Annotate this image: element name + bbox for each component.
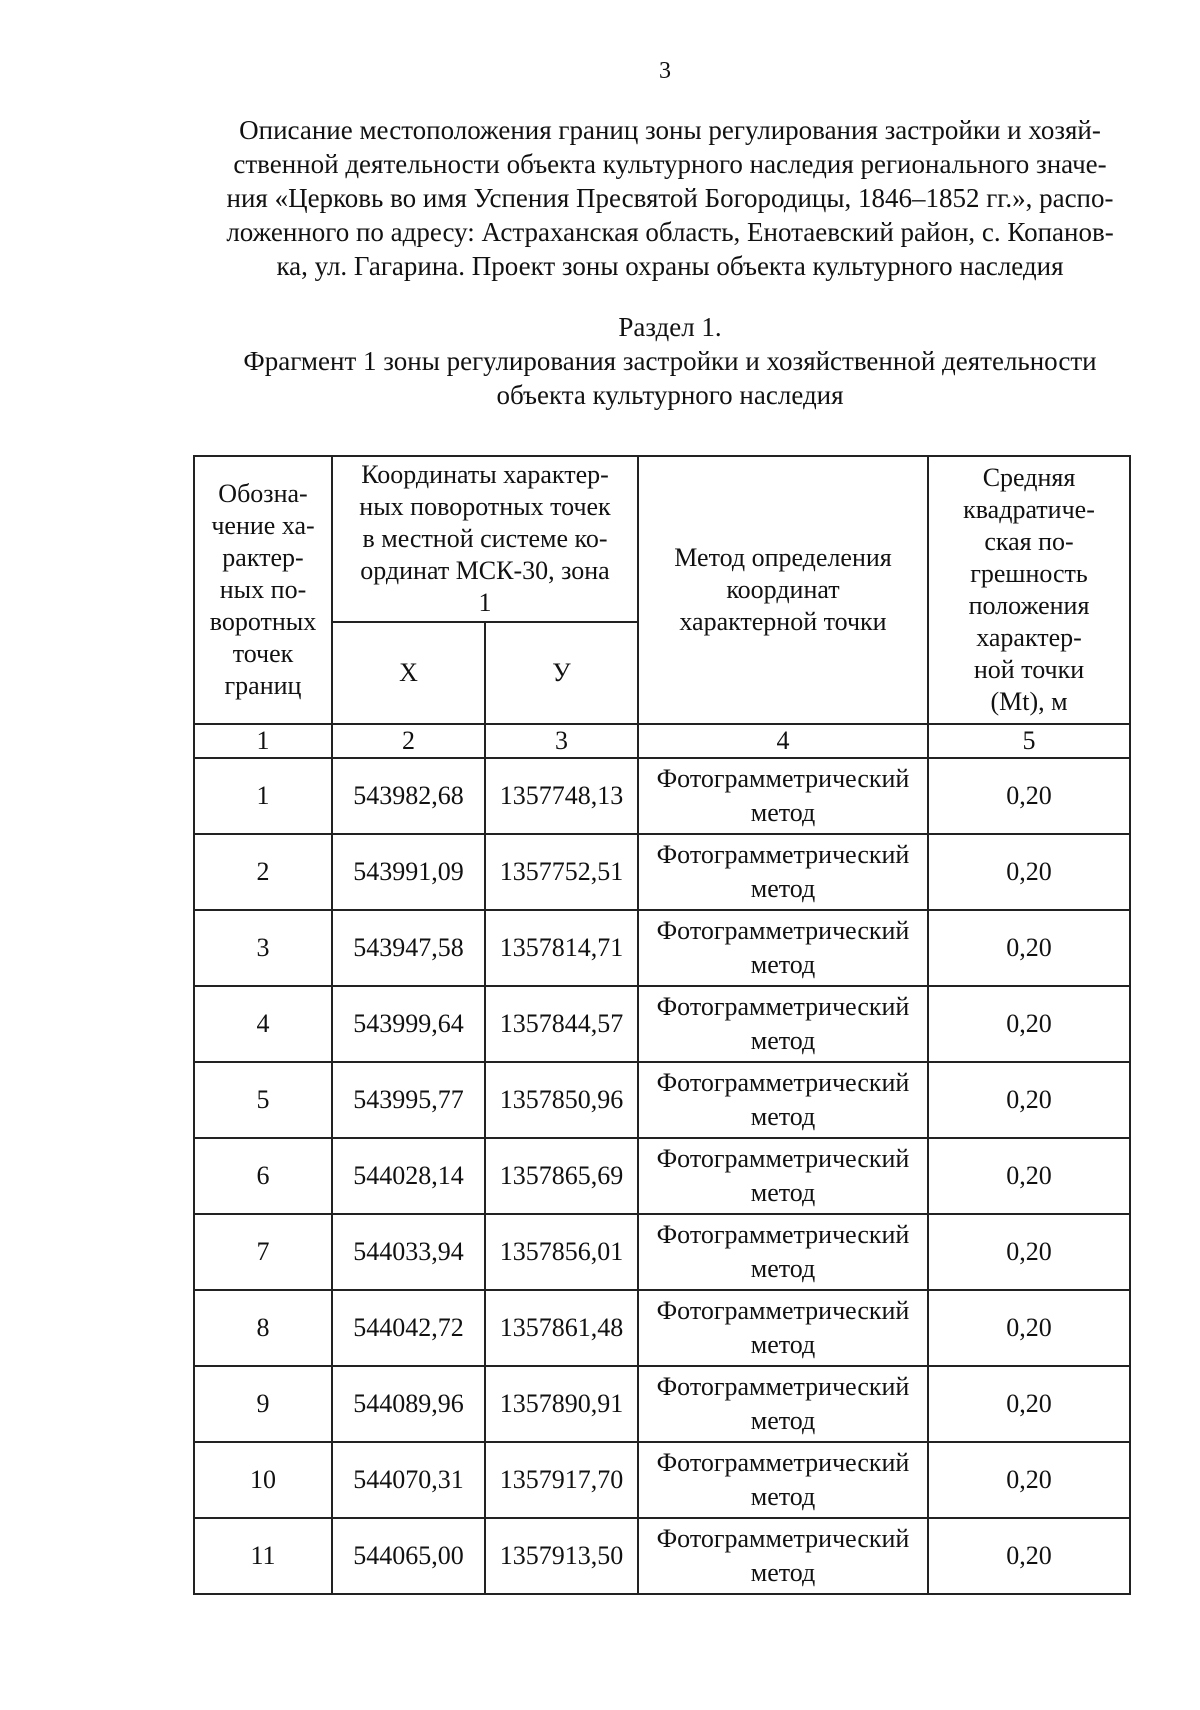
coord-y: 1357850,96: [485, 1062, 638, 1138]
table-row: [194, 1290, 1130, 1366]
coord-x: 544028,14: [332, 1138, 485, 1214]
coord-x: 544042,72: [332, 1290, 485, 1366]
coord-x: 543947,58: [332, 910, 485, 986]
point-number: 6: [194, 1138, 332, 1214]
title-line: ственной деятельности объекта культурного наследия регионального значе-: [233, 149, 1107, 179]
section-heading: [190, 310, 1150, 412]
method-cell: Фотограмметрический метод: [638, 1138, 928, 1214]
section-line: Фрагмент 1 зоны регулирования застройки и хозяйственной деятельности: [243, 346, 1097, 376]
coord-y: 1357844,57: [485, 986, 638, 1062]
header-y: У: [485, 622, 638, 724]
title-line: Описание местоположения границ зоны регулирования застройки и хозяй-: [239, 115, 1101, 145]
method-cell: Фотограмметрический метод: [638, 1290, 928, 1366]
coord-y: 1357861,48: [485, 1290, 638, 1366]
column-number: 2: [332, 724, 485, 758]
section-line: Раздел 1.: [618, 312, 722, 342]
point-number: 7: [194, 1214, 332, 1290]
coord-y: 1357814,71: [485, 910, 638, 986]
page-number: 3: [659, 58, 671, 84]
mean-square-error: 0,20: [928, 1442, 1130, 1518]
table-row: [194, 834, 1130, 910]
coord-x: 543982,68: [332, 758, 485, 834]
mean-square-error: 0,20: [928, 1214, 1130, 1290]
point-number: 5: [194, 1062, 332, 1138]
header-coordinates: Координаты характер- ных поворотных точек в местной системе ко- ординат МСК-30, зона 1: [332, 456, 638, 622]
header-mean-square-error: Средняя квадратиче- ская по- грешность положения характер- ной точки (Mt), м: [928, 456, 1130, 724]
table-row: [194, 1214, 1130, 1290]
coord-x: 544033,94: [332, 1214, 485, 1290]
mean-square-error: 0,20: [928, 1366, 1130, 1442]
column-number: 4: [638, 724, 928, 758]
coord-y: 1357890,91: [485, 1366, 638, 1442]
coord-x: 543991,09: [332, 834, 485, 910]
table-body: [194, 758, 1130, 1594]
document-title: [190, 113, 1150, 283]
table-row: [194, 910, 1130, 986]
mean-square-error: 0,20: [928, 758, 1130, 834]
coordinates-table: [193, 455, 1131, 1595]
mean-square-error: 0,20: [928, 986, 1130, 1062]
point-number: 4: [194, 986, 332, 1062]
header-point-designation: Обозна- чение ха- рактер- ных по- воротных точек границ: [194, 456, 332, 724]
point-number: 9: [194, 1366, 332, 1442]
method-cell: Фотограмметрический метод: [638, 758, 928, 834]
coord-x: 544065,00: [332, 1518, 485, 1594]
column-number: 1: [194, 724, 332, 758]
point-number: 1: [194, 758, 332, 834]
method-cell: Фотограмметрический метод: [638, 834, 928, 910]
mean-square-error: 0,20: [928, 910, 1130, 986]
coord-y: 1357917,70: [485, 1442, 638, 1518]
point-number: 11: [194, 1518, 332, 1594]
title-line: ложенного по адресу: Астраханская область, Енотаевский район, с. Копанов-: [226, 217, 1114, 247]
coord-x: 543995,77: [332, 1062, 485, 1138]
point-number: 2: [194, 834, 332, 910]
method-cell: Фотограмметрический метод: [638, 1214, 928, 1290]
mean-square-error: 0,20: [928, 1062, 1130, 1138]
point-number: 3: [194, 910, 332, 986]
coord-x: 543999,64: [332, 986, 485, 1062]
point-number: 8: [194, 1290, 332, 1366]
table-row: [194, 1442, 1130, 1518]
mean-square-error: 0,20: [928, 1518, 1130, 1594]
method-cell: Фотограмметрический метод: [638, 1366, 928, 1442]
title-line: ния «Церковь во имя Успения Пресвятой Богородицы, 1846–1852 гг.», распо-: [226, 183, 1114, 213]
table-row: [194, 1138, 1130, 1214]
column-number: 5: [928, 724, 1130, 758]
table-row: [194, 1366, 1130, 1442]
table-row: [194, 986, 1130, 1062]
method-cell: Фотограмметрический метод: [638, 986, 928, 1062]
point-number: 10: [194, 1442, 332, 1518]
method-cell: Фотограмметрический метод: [638, 1442, 928, 1518]
coord-y: 1357865,69: [485, 1138, 638, 1214]
coord-y: 1357856,01: [485, 1214, 638, 1290]
method-cell: Фотограмметрический метод: [638, 910, 928, 986]
column-number: 3: [485, 724, 638, 758]
coord-x: 544070,31: [332, 1442, 485, 1518]
coord-y: 1357752,51: [485, 834, 638, 910]
method-cell: Фотограмметрический метод: [638, 1518, 928, 1594]
mean-square-error: 0,20: [928, 1138, 1130, 1214]
mean-square-error: 0,20: [928, 1290, 1130, 1366]
table-row: [194, 1062, 1130, 1138]
coord-y: 1357913,50: [485, 1518, 638, 1594]
table-row: [194, 1518, 1130, 1594]
mean-square-error: 0,20: [928, 834, 1130, 910]
title-line: ка, ул. Гагарина. Проект зоны охраны объекта культурного наследия: [276, 251, 1064, 281]
method-cell: Фотограмметрический метод: [638, 1062, 928, 1138]
coord-x: 544089,96: [332, 1366, 485, 1442]
header-method: Метод определения координат характерной точки: [638, 456, 928, 724]
coord-y: 1357748,13: [485, 758, 638, 834]
section-line: объекта культурного наследия: [496, 380, 844, 410]
table-row: [194, 758, 1130, 834]
header-x: Х: [332, 622, 485, 724]
